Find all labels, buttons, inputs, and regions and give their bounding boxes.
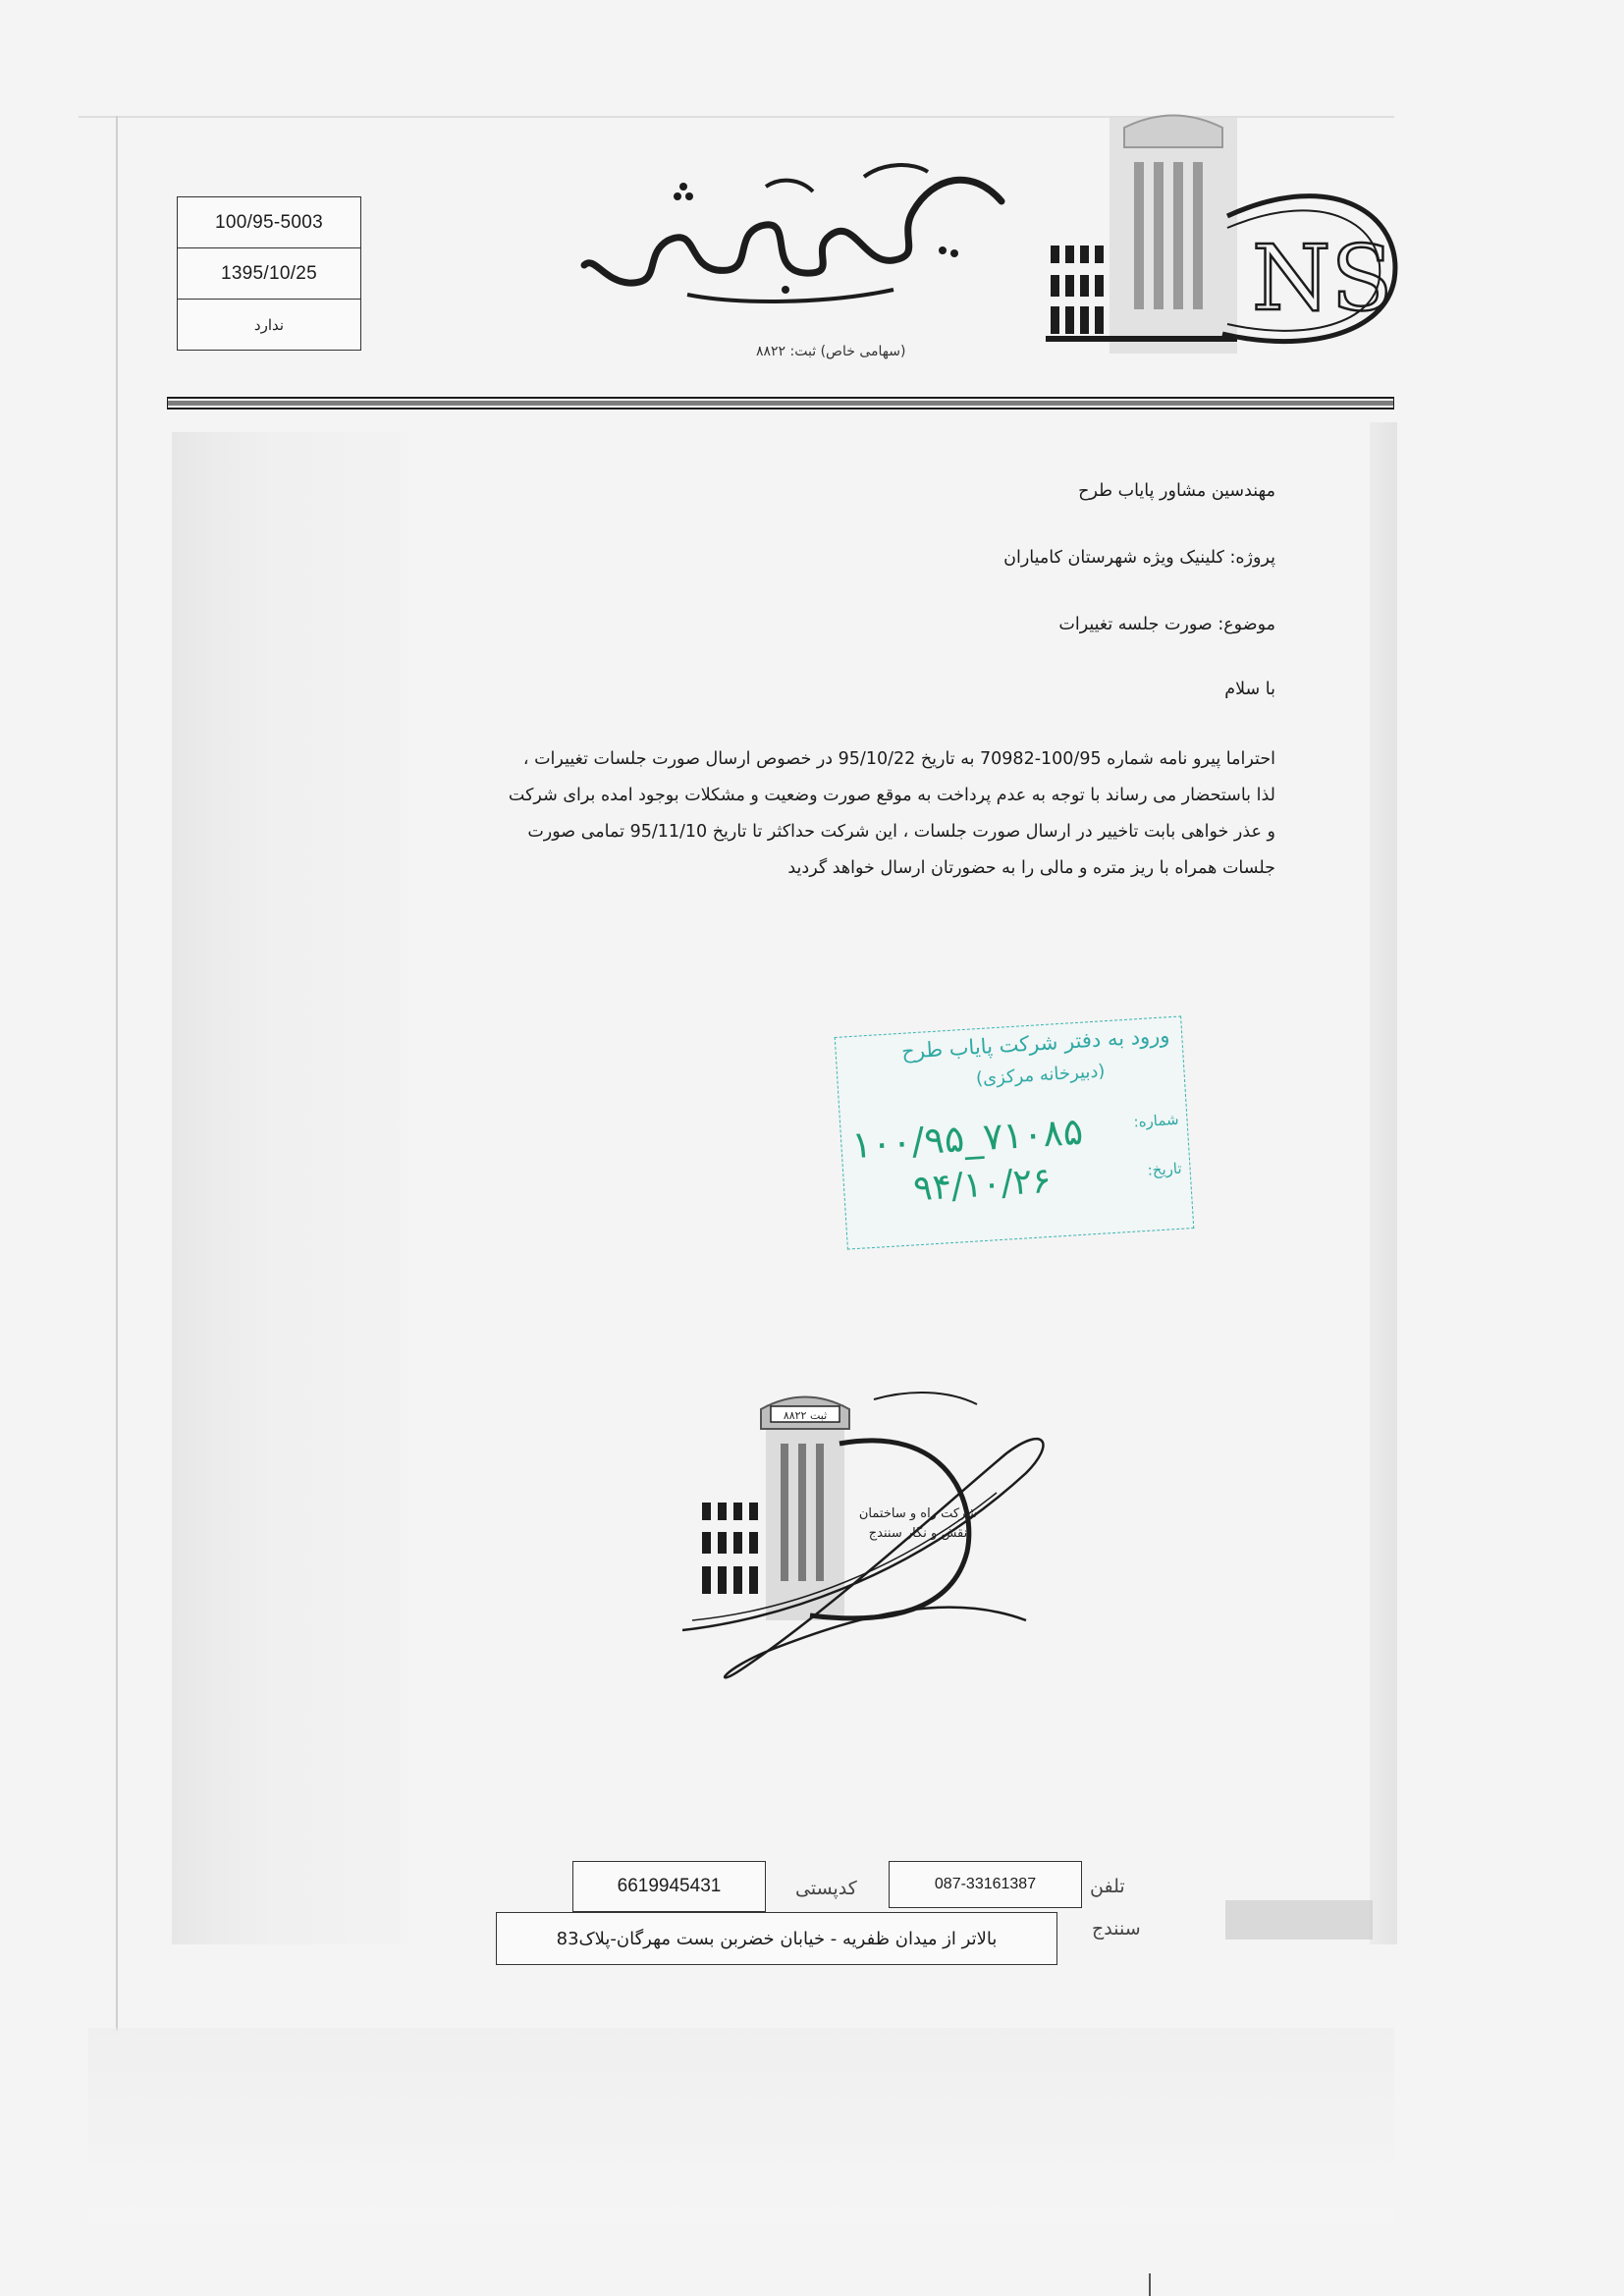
receipt-stamp xyxy=(835,1015,1195,1249)
stamp-number-handwritten: ۱۰۰/۹۵_۷۱۰۸۵ xyxy=(850,1109,1085,1168)
stamp-title: ورود به دفتر شرکت پایاب طرح xyxy=(900,1023,1170,1064)
stamp-date-handwritten: ۹۴/۱۰/۲۶ xyxy=(912,1160,1053,1210)
reference-number: 100/95-5003 xyxy=(178,197,360,248)
letter-body-line: احتراما پیرو نامه شماره 100/95-70982 به تاریخ 95/10/22 در خصوص ارسال صورت جلسات تغییرات ، xyxy=(522,749,1275,769)
stamp-number-label: شماره: xyxy=(1133,1110,1180,1131)
footer-city-label: سنندج xyxy=(1092,1918,1141,1940)
seal-registration: ثبت ۸۸۲۲ xyxy=(783,1409,828,1422)
footer-postal-code: 6619945431 xyxy=(572,1861,766,1912)
letter-recipient: مهندسین مشاور پایاب طرح xyxy=(1078,481,1275,501)
letter-subject: موضوع: صورت جلسه تغییرات xyxy=(1058,615,1275,634)
scan-edge-right xyxy=(1370,422,1397,1944)
letter-body xyxy=(357,741,1275,887)
scan-tick-mark xyxy=(1149,2273,1151,2296)
seal-line: شرکت راه و ساختمان xyxy=(858,1506,978,1521)
footer-address: بالاتر از میدان ظفریه - خیابان خضربن بست مهرگان-پلاک83 xyxy=(496,1912,1057,1965)
company-logo xyxy=(1041,108,1404,363)
stamp-date-label: تاریخ: xyxy=(1147,1159,1183,1179)
footer-phone-label: تلفن xyxy=(1090,1876,1125,1897)
letter-body-line: و عذر خواهی بابت تاخییر در ارسال صورت جلسات ، این شرکت حداکثر تا تاریخ 95/11/10 تمامی صورت xyxy=(527,822,1275,842)
scan-edge-left xyxy=(116,116,118,2031)
reference-attachment: ندارد xyxy=(253,316,285,334)
letter-project: پروژه: کلینیک ویژه شهرستان کامیاران xyxy=(1003,548,1275,568)
company-subtitle: (سهامی خاص) ثبت: ۸۸۲۲ xyxy=(756,344,906,359)
footer-phone: 087-33161387 xyxy=(889,1861,1082,1908)
seal-line: نقش و نگار سنندج xyxy=(868,1526,968,1541)
letter-body-line: لذا باستحضار می رساند با توجه به عدم پرداخت به موقع صورت وضعیت و مشکلات بوجود امده برای شرکت xyxy=(508,786,1275,805)
logo-letters: NS xyxy=(1252,226,1393,331)
scan-bottom-shade xyxy=(88,2028,1394,2224)
letter-body-line: جلسات همراه با ریز متره و مالی را به حضورتان ارسال خواهد گردید xyxy=(787,858,1275,878)
footer-postal-label: کدپستی xyxy=(795,1878,857,1899)
stamp-subtitle: (دبیرخانه مرکزی) xyxy=(975,1061,1106,1090)
company-name-calligraphy xyxy=(569,157,1021,304)
scan-shadow-band xyxy=(172,432,407,1944)
reference-box xyxy=(177,196,361,351)
header-divider xyxy=(167,396,1394,410)
signature-seal xyxy=(653,1385,1095,1679)
letter-greeting: با سلام xyxy=(1224,680,1275,699)
scan-shadow-corner xyxy=(1225,1900,1373,1940)
reference-date: 1395/10/25 xyxy=(178,248,360,300)
